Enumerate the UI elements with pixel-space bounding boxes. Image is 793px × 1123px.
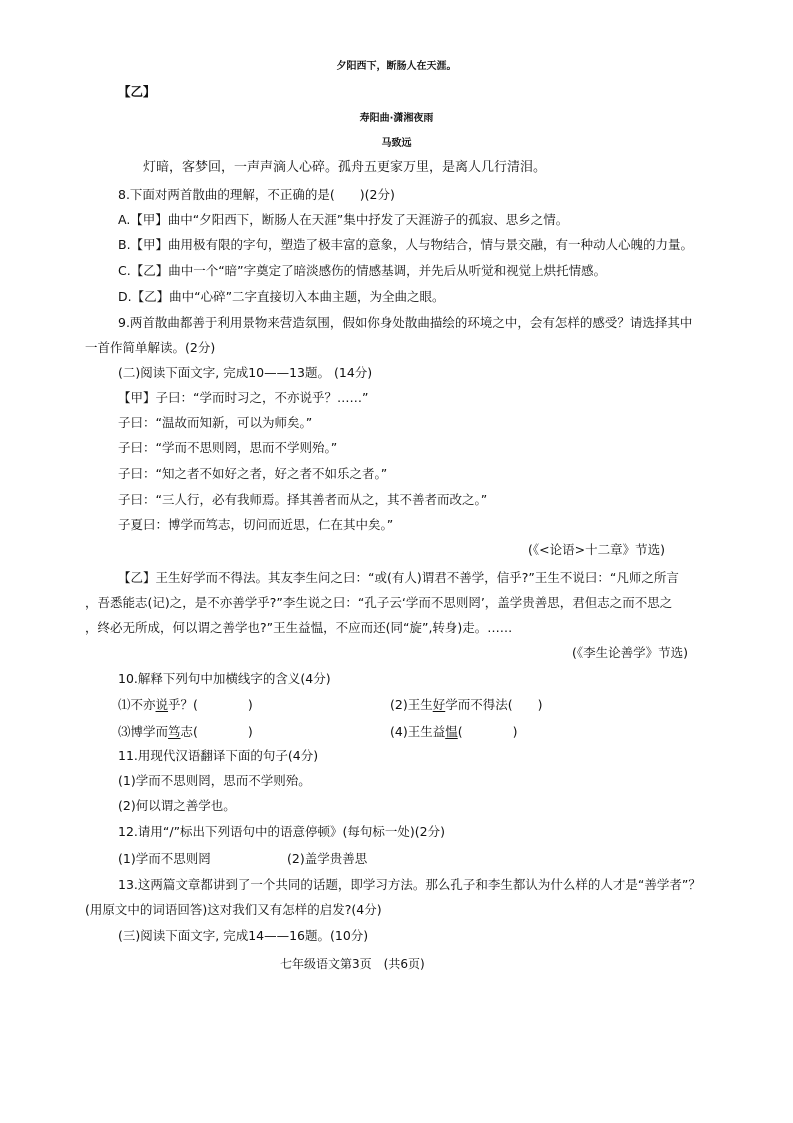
q10-item-4: (4)王生益愠( ) (390, 724, 518, 739)
q8-stem: 8.下面对两首散曲的理解，不正确的是( )(2分) (118, 187, 395, 202)
jia-line-2: 子曰：“温故而知新，可以为师矣。” (118, 415, 313, 430)
q10-item-3: ⑶博学而笃志( ) (118, 724, 253, 739)
yi-marker: 【乙】 (118, 84, 156, 99)
yi-source: (《李生论善学》节选) (571, 645, 688, 660)
q11-item-2: (2)何以谓之善学也。 (118, 798, 236, 813)
q10-item-2: (2)王生好学而不得法( ) (390, 697, 543, 712)
q12-item-2: (2)盖学贵善思 (287, 851, 368, 866)
jia-line-4: 子曰：“知之者不如好之者，好之者不如乐之者。” (118, 466, 388, 481)
section2-heading: (二)阅读下面文字, 完成10——13题。 (14分) (118, 365, 373, 380)
q13-line1: 13.这两篇文章都讲到了一个共同的话题，即学习方法。那么孔子和李生都认为什么样的人才是“善学者”？ (118, 877, 701, 892)
section3-heading: (三)阅读下面文字, 完成14——16题。(10分) (118, 928, 369, 943)
jia-line-5: 子曰：“三人行，必有我师焉。择其善者而从之，其不善者而改之。” (118, 492, 488, 507)
q11-item-1: (1)学而不思则罔，思而不学则殆。 (118, 773, 311, 788)
poem-yi-title: 寿阳曲·潇湘夜雨 (359, 113, 434, 124)
q13-line2: (用原文中的词语回答)这对我们又有怎样的启发?(4分) (85, 902, 382, 917)
q8-option-b: B.【甲】曲用极有限的字句，塑造了极丰富的意象，人与物结合，情与景交融，有一种动人心魄的力量。 (118, 237, 694, 252)
q9-line1: 9.两首散曲都善于利用景物来营造氛围，假如你身处散曲描绘的环境之中，会有怎样的感受？请选择其中 (118, 315, 693, 330)
jia-line-1: 【甲】子曰：“学而时习之，不亦说乎？……” (118, 390, 369, 405)
yi-line-3: ，终必无所成，何以谓之善学也?”王生益愠，不应而还(同“旋”,转身)走。…… (85, 620, 513, 635)
q8-option-c: C.【乙】曲中一个“暗”字奠定了暗淡感伤的情感基调，并先后从听觉和视觉上烘托情感。 (118, 263, 607, 278)
yi-line-1: 【乙】王生好学而不得法。其友李生问之曰：“或(有人)谓君不善学，信乎?”王生不说曰：“凡师之所言 (118, 570, 679, 585)
jia-line-3: 子曰：“学而不思则罔，思而不学则殆。” (118, 440, 338, 455)
q10-stem: 10.解释下列句中加横线字的含义(4分) (118, 671, 331, 686)
q11-stem: 11.用现代汉语翻译下面的句子(4分) (118, 748, 319, 763)
poem-jia-last-line: 夕阳西下，断肠人在天涯。 (336, 61, 457, 72)
poem-yi-text: 灯暗，客梦回，一声声滴人心碎。孤舟五更家万里，是离人几行清泪。 (143, 160, 547, 175)
yi-line-2: ，吾悉能志(记)之，是不亦善学乎?”李生说之曰：“孔子云‘学而不思则罔’，盖学贵善思，君但志之而不思之 (85, 595, 673, 610)
poem-yi-author: 马致远 (381, 138, 412, 149)
q8-option-a: A.【甲】曲中“夕阳西下，断肠人在天涯”集中抒发了天涯游子的孤寂、思乡之情。 (118, 212, 569, 227)
q12-item-1: (1)学而不思则罔 (118, 851, 211, 866)
q12-stem: 12.请用“/”标出下列语句中的语意停顿》(每句标一处)(2分) (118, 824, 446, 839)
page-footer: 七年级语文第3页 (共6页) (280, 957, 425, 971)
q10-item-1: ⑴不亦说乎？( ) (118, 697, 253, 712)
q9-line2: 一首作简单解读。(2分) (85, 340, 216, 355)
jia-source: (《<论语>十二章》节选) (528, 542, 665, 557)
q8-option-d: D.【乙】曲中“心碎”二字直接切入本曲主题，为全曲之眼。 (118, 289, 445, 304)
jia-line-6: 子夏曰：博学而笃志，切问而近思，仁在其中矣。” (118, 517, 394, 532)
